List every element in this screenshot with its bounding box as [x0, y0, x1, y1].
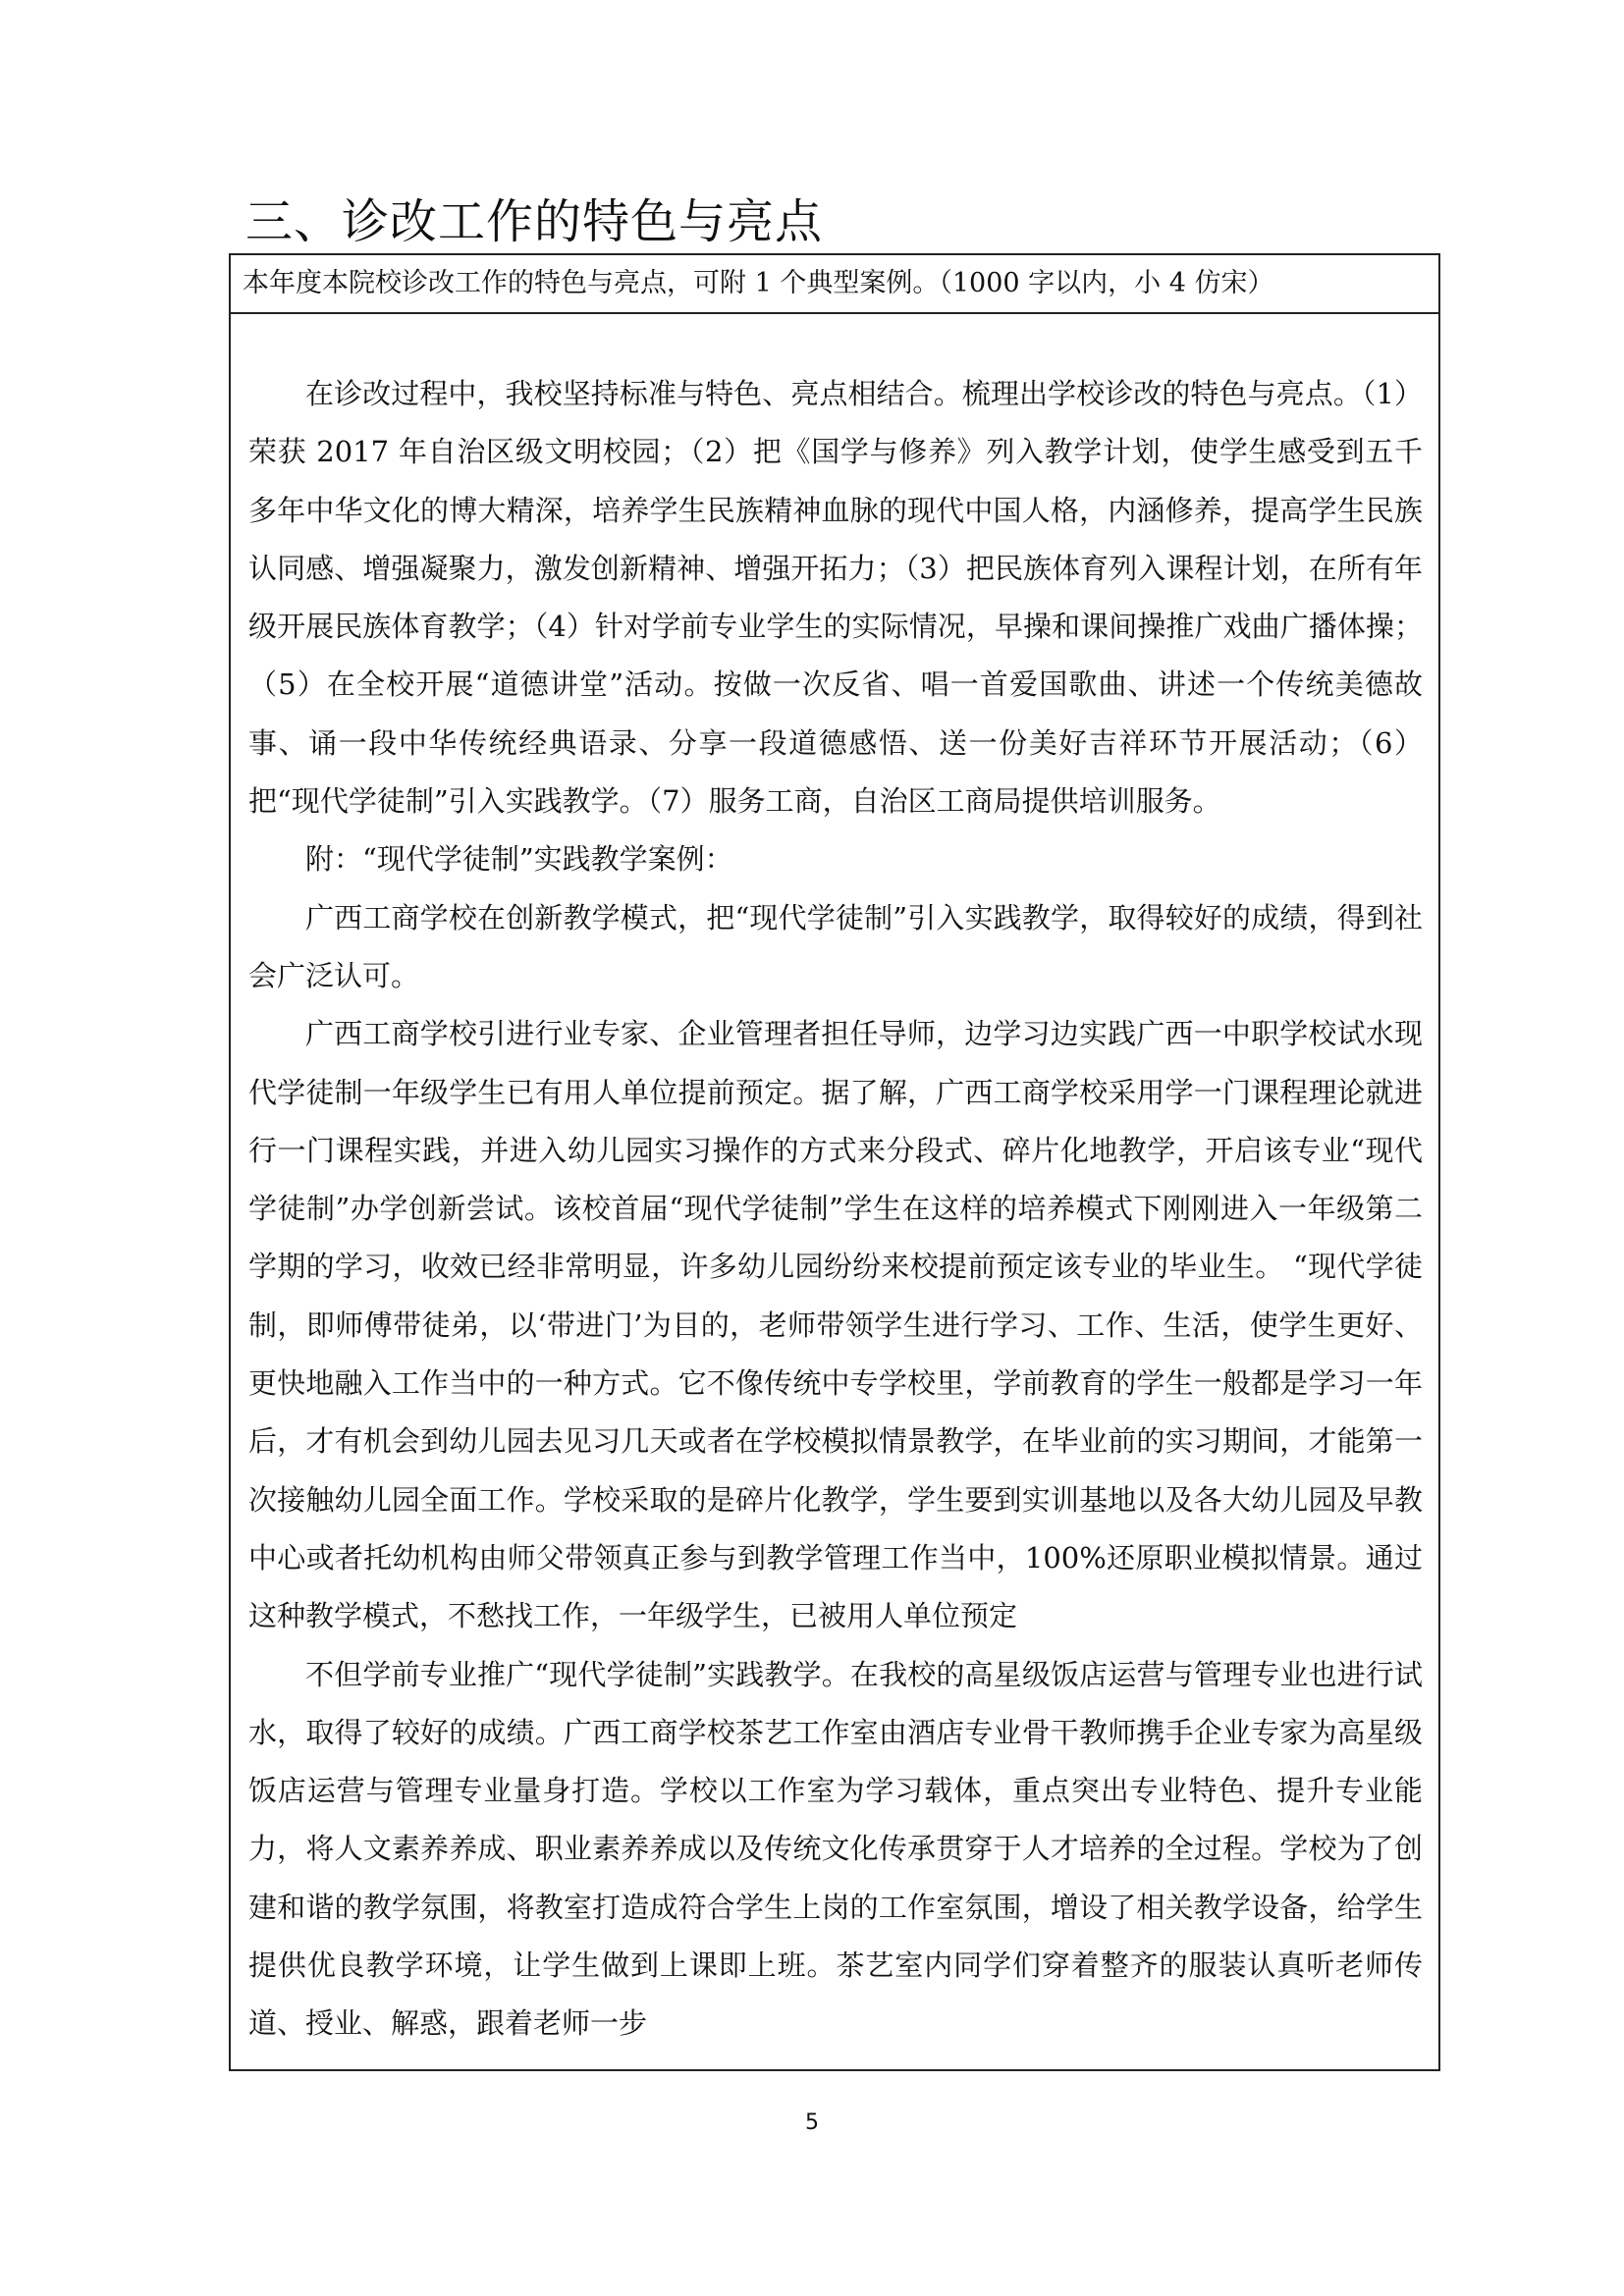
- section-title: 三、诊改工作的特色与亮点: [245, 194, 824, 249]
- paragraph-hotel-case: 不但学前专业推广“现代学徒制”实践教学。在我校的高星级饭店运营与管理专业也进行试水，取得了较好的成绩。广西工商学校茶艺工作室由酒店专业骨干教师携手企业专家为高星级饭店运营与管理专业量身打造。学校以工作室为学习载体，重点突出专业特色、提升专业能力，将人文素养养成、职业素养养成以及传统文化传承贯穿于人才培养的全过程。学校为了创建和谐的教学氛围，将教室打造成符合学生上岗的工作室氛围，增设了相关教学设备，给学生提供优良教学环境，让学生做到上课即上班。茶艺室内同学们穿着整齐的服装认真听老师传道、授业、解惑，跟着老师一步: [248, 1657, 1423, 2041]
- paragraph-case-heading: 附：“现代学徒制”实践教学案例：: [305, 842, 733, 877]
- report-form-box: [229, 253, 1440, 2071]
- paragraph-preschool-case: 广西工商学校引进行业专家、企业管理者担任导师，边学习边实践广西一中职学校试水现代学徒制一年级学生已有用人单位提前预定。据了解，广西工商学校采用学一门课程理论就进行一门课程实践，并进入幼儿园实习操作的方式来分段式、碎片化地教学，开启该专业“现代学徒制”办学创新尝试。该校首届“现代学徒制”学生在这样的培养模式下刚刚进入一年级第二学期的学习，收效已经非常明显，许多幼儿园纷纷来校提前预定该专业的毕业生。 “现代学徒制，即师傅带徒弟，以‘带进门’为目的，老师带领学生进行学习、工作、生活，使学生更好、更快地融入工作当中的一种方式。它不像传统中专学校里，学前教育的学生一般都是学习一年后，才有机会到幼儿园去见习几天或者在学校模拟情景教学，在毕业前的实习期间，才能第一次接触幼儿园全面工作。学校采取的是碎片化教学，学生要到实训基地以及各大幼儿园及早教中心或者托幼机构由师父带领真正参与到教学管理工作当中，100%还原职业模拟情景。通过这种教学模式，不愁找工作，一年级学生，已被用人单位预定: [248, 1017, 1423, 1633]
- page-number: 5: [805, 2110, 819, 2135]
- paragraph-case-intro: 广西工商学校在创新教学模式，把“现代学徒制”引入实践教学，取得较好的成绩，得到社会广泛认可。: [248, 900, 1423, 992]
- paragraph-highlights: 在诊改过程中，我校坚持标准与特色、亮点相结合。梳理出学校诊改的特色与亮点。（1）荣获 2017 年自治区级文明校园；（2）把《国学与修养》列入教学计划，使学生感受到五千多年中华文化的博大精深，培养学生民族精神血脉的现代中国人格，内涵修养，提高学生民族认同感、增强凝聚力，激发创新精神、增强开拓力；（3）把民族体育列入课程计划，在所有年级开展民族体育教学；（4）针对学前专业学生的实际情况，早操和课间操推广戏曲广播体操；（5）在全校开展“道德讲堂”活动。按做一次反省、唱一首爱国歌曲、讲述一个传统美德故事、诵一段中华传统经典语录、分享一段道德感悟、送一份美好吉祥环节开展活动；（6）把“现代学徒制”引入实践教学。（7）服务工商，自治区工商局提供培训服务。: [248, 377, 1423, 819]
- form-prompt: 本年度本院校诊改工作的特色与亮点，可附 1 个典型案例。（1000 字以内，小 4 仿宋）: [231, 255, 1438, 314]
- form-body: [248, 365, 1423, 2054]
